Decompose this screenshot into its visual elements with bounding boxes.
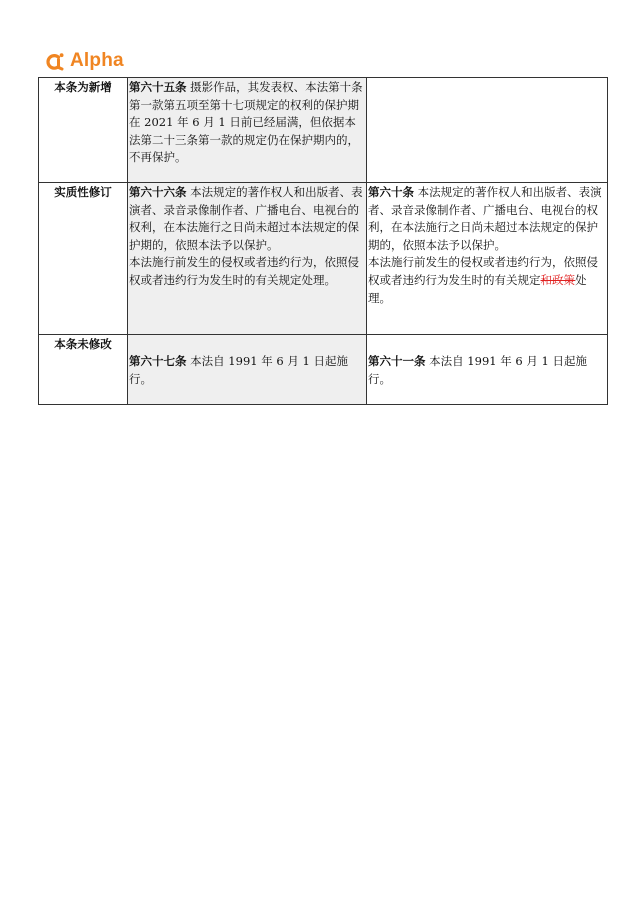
table-row xyxy=(39,78,608,183)
old-article-text: 摄影作品，其发表权、本法第十条第一款第五项至第十七项规定的权利的保护期在 2021 年 6 月 1 日前已经届满，但依据本法第二十三条第一款的规定仍在保护期内的，不再保护。 xyxy=(129,80,363,165)
old-law-cell xyxy=(128,78,367,183)
brand-logo xyxy=(44,50,124,72)
comparison-table xyxy=(38,77,608,405)
old-article-text: 本法自 1991 年 6 月 1 日起施行。 xyxy=(129,354,348,386)
new-law-cell xyxy=(367,335,608,405)
new-article-paragraph-2: 本法施行前发生的侵权或者违约行为，依照侵权或者违约行为发生时的有关规定和政策处理。 xyxy=(368,255,598,305)
old-article-number: 第六十七条 xyxy=(129,354,187,368)
old-article-text: 本法规定的著作权人和出版者、表演者、录音录像制作者、广播电台、电视台的权利，在本法施行之日尚未超过本法规定的保护期的，依照本法予以保护。 xyxy=(129,185,363,252)
old-article-number: 第六十六条 xyxy=(129,185,187,199)
new-article-text: 本法规定的著作权人和出版者、表演者、录音录像制作者、广播电台、电视台的权利，在本法施行之日尚未超过本法规定的保护期的，依照本法予以保护。 xyxy=(368,185,602,252)
row-status-label: 实质性修订 xyxy=(39,183,128,335)
old-law-cell xyxy=(128,335,367,405)
old-law-cell xyxy=(128,183,367,335)
new-law-cell xyxy=(367,183,608,335)
new-article-number: 第六十条 xyxy=(368,185,414,199)
brand-name: Alpha xyxy=(70,50,124,71)
row-status-label: 本条未修改 xyxy=(39,335,128,405)
table-row xyxy=(39,335,608,405)
deleted-text: 和政策 xyxy=(540,272,575,287)
old-article-number: 第六十五条 xyxy=(129,80,187,94)
new-law-cell xyxy=(367,78,608,183)
table-row xyxy=(39,183,608,335)
old-article-paragraph-2: 本法施行前发生的侵权或者违约行为，依照侵权或者违约行为发生时的有关规定处理。 xyxy=(129,255,359,287)
new-article-text: 本法自 1991 年 6 月 1 日起施行。 xyxy=(368,354,587,386)
alpha-logo-icon xyxy=(44,50,64,72)
row-status-label: 本条为新增 xyxy=(39,78,128,183)
new-article-number: 第六十一条 xyxy=(368,354,426,368)
